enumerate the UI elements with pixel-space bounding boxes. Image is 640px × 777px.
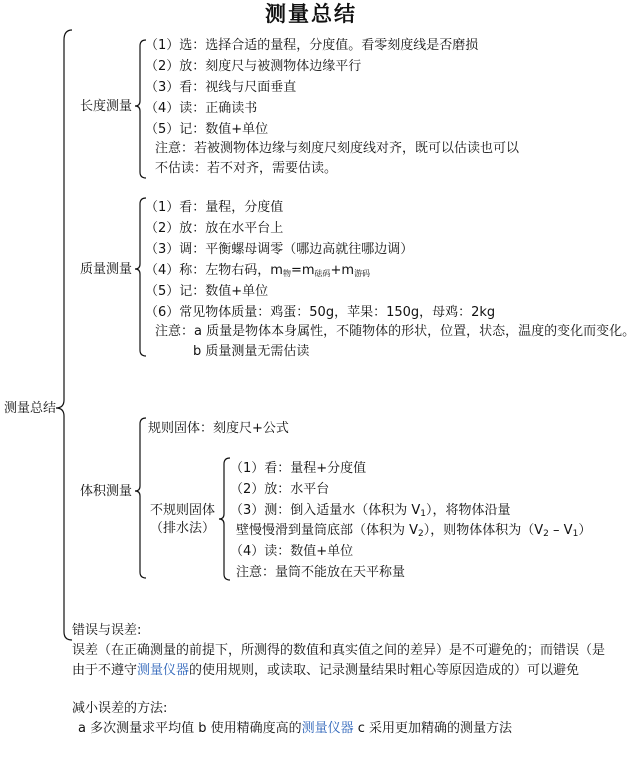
measuring-instrument-link-2[interactable]: 测量仪器: [301, 721, 354, 736]
reduce-heading: 减小误差的方法:: [72, 701, 168, 716]
v1-subscript: 1: [420, 509, 427, 519]
mass-item-4-prefix: （4）称：左物右码，m: [145, 263, 283, 278]
volume-item-3b-mid: ），则物体体积为（V: [423, 523, 544, 538]
mass-item-5: （5）记：数值+单位: [145, 284, 269, 299]
measuring-instrument-link[interactable]: 测量仪器: [137, 663, 190, 678]
error-line-2-a: 由于不遵守: [72, 663, 138, 678]
v1-subscript-b: 1: [572, 529, 579, 539]
mass-sub-object: 物: [282, 269, 291, 278]
length-label: 长度测量: [80, 99, 133, 114]
volume-note: 注意：量筒不能放在天平称量: [236, 565, 406, 580]
mass-item-3: （3）调：平衡螺母调零（哪边高就往哪边调）: [145, 242, 414, 257]
volume-item-3b: [236, 522, 591, 543]
mass-sub-weights: 砝码: [314, 269, 331, 278]
volume-brace: [135, 418, 146, 578]
error-line-2: [72, 662, 579, 679]
v2-subscript-b: 2: [543, 529, 549, 539]
volume-item-3a-end: ），将物体沿量: [426, 503, 511, 518]
page-title: 测量总结: [265, 2, 357, 26]
irregular-brace: [219, 458, 230, 580]
error-line-2-b: 的使用规则，或读取、记录测量结果时粗心等原因造成的）可以避免: [189, 663, 580, 678]
volume-item-3a: [230, 502, 511, 523]
reduce-line: [78, 720, 512, 737]
root-label: 测量总结: [4, 401, 57, 416]
volume-item-3b-text: 壁慢慢滑到量筒底部（体积为 V: [236, 523, 419, 538]
mass-note-a: 注意：a 质量是物体本身属性，不随物体的形状，位置，状态，温度的变化而变化。: [155, 324, 636, 339]
reduce-line-b: c 采用更加精确的测量方法: [353, 721, 513, 736]
mass-item-4-mid: =m: [290, 263, 315, 278]
mass-sub-rider: 游码: [354, 269, 371, 278]
volume-label: 体积测量: [80, 484, 133, 499]
volume-item-3b-minus: – V: [548, 523, 573, 538]
volume-regular: 规则固体：刻度尺+公式: [148, 421, 289, 436]
root-brace: [56, 30, 72, 640]
irregular-label-1: 不规则固体: [150, 503, 216, 518]
reduce-line-a: a 多次测量求平均值 b 使用精确度高的: [78, 721, 302, 736]
mass-item-4: [145, 262, 370, 282]
volume-item-3a-text: （3）测：倒入适量水（体积为 V: [230, 503, 421, 518]
error-line-1: 误差（在正确测量的前提下，所测得的数值和真实值之间的差异）是不可避免的；而错误（是: [72, 643, 606, 658]
mass-label: 质量测量: [80, 262, 133, 277]
volume-item-4: （4）读：数值+单位: [230, 544, 354, 559]
length-item-5: （5）记：数值+单位: [145, 122, 269, 137]
error-heading: 错误与误差:: [72, 623, 142, 638]
v2-subscript: 2: [418, 529, 424, 539]
mass-item-6: （6）常见物体质量：鸡蛋：50g，苹果：150g，母鸡：2kg: [145, 305, 496, 320]
length-item-3: （3）看：视线与尺面垂直: [145, 80, 297, 95]
mass-item-2: （2）放：放在水平台上: [145, 221, 284, 236]
irregular-label-2: （排水法）: [150, 521, 216, 536]
mass-item-4-plus: +m: [330, 263, 355, 278]
length-note-2: 不估读：若不对齐，需要估读。: [155, 161, 338, 176]
length-item-1: （1）选：选择合适的量程，分度值。看零刻度线是否磨损: [145, 38, 479, 53]
mass-item-1: （1）看：量程，分度值: [145, 200, 284, 215]
mass-note-b: b 质量测量无需估读: [193, 344, 310, 359]
volume-item-1: （1）看：量程+分度值: [230, 461, 367, 476]
length-item-2: （2）放：刻度尺与被测物体边缘平行: [145, 59, 362, 74]
length-item-4: （4）读：正确读书: [145, 101, 258, 116]
length-note-1: 注意：若被测物体边缘与刻度尺刻度线对齐，既可以估读也可以: [155, 141, 520, 156]
volume-item-2: （2）放：水平台: [230, 482, 330, 497]
volume-item-3b-end: ）: [578, 523, 592, 538]
